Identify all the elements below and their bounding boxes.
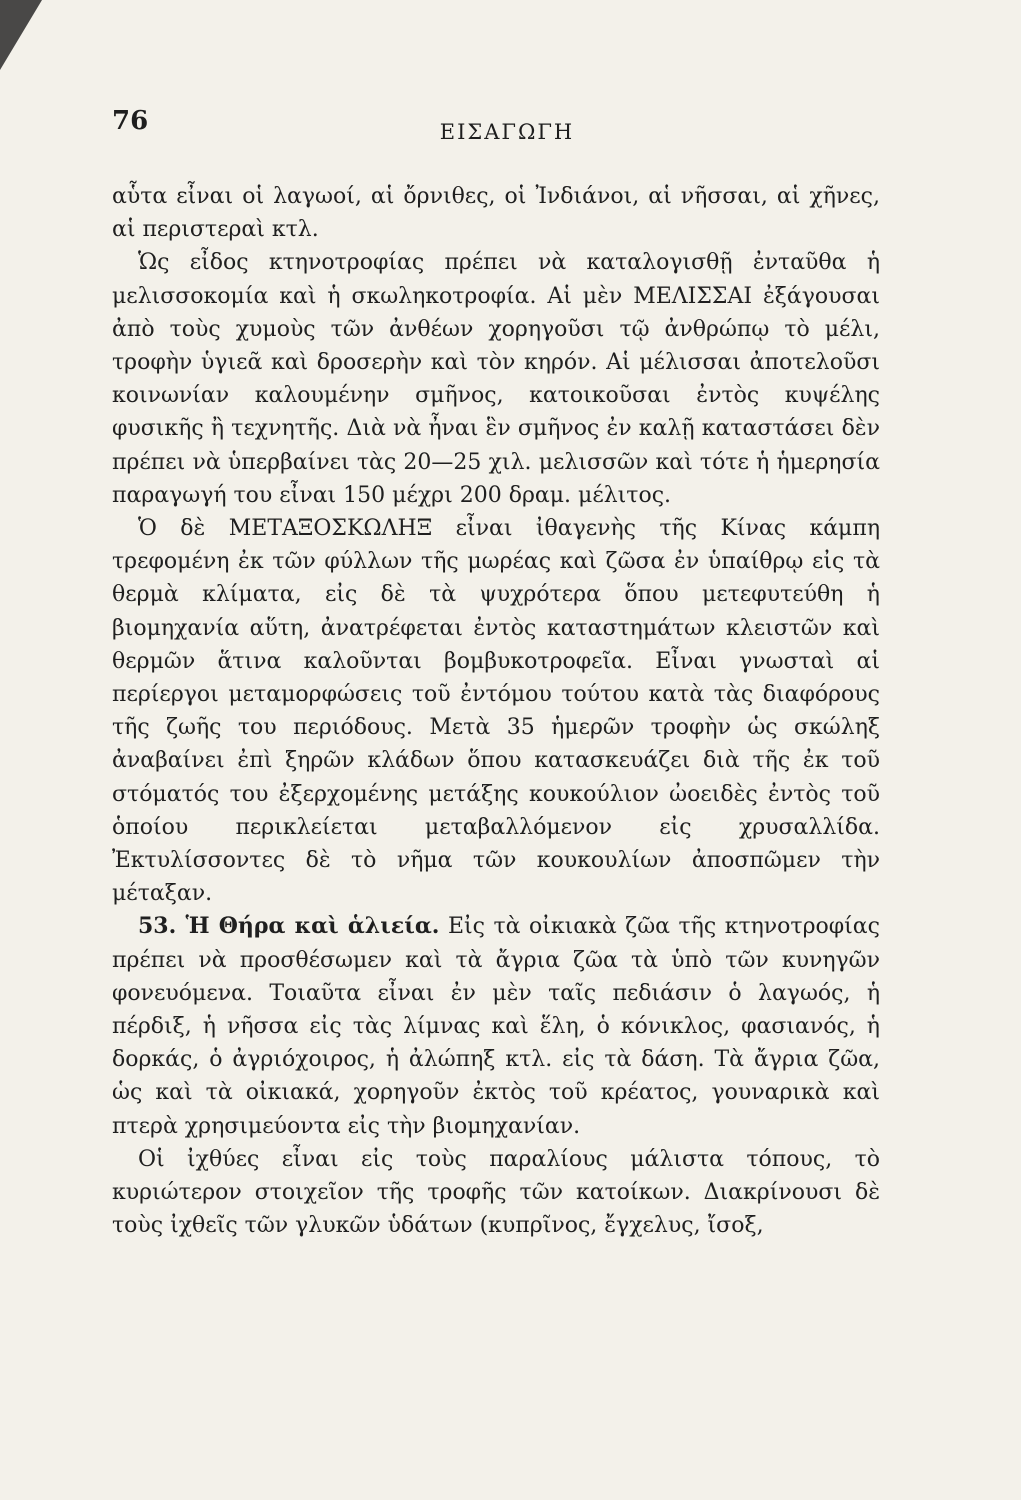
paragraph-silkworm: Ὁ δὲ ΜΕΤΑΞΟΣΚΩΛΗΞ εἶναι ἰθαγενὴς τῆς Κίνας κάμπη τρεφομένη ἐκ τῶν φύλλων τῆς μωρέας καὶ ζῶσα ἐν ὑπαίθρῳ εἰς τὰ θερμὰ κλίματα, εἰς δὲ τὰ ψυχρότερα ὅπου μετεφυτεύθη ἡ βιομηχανία αὕτη, ἀνατρέφεται ἐντὸς καταστημάτων κλειστῶν καὶ θερμῶν ἅτινα καλοῦνται βομβυκοτροφεῖα. Εἶναι γνωσταὶ αἱ περίεργοι μεταμορφώσεις τοῦ ἐντόμου τούτου κατὰ τὰς διαφόρους τῆς ζωῆς του περιόδους. Μετὰ 35 ἡμερῶν τροφὴν ὡς σκώληξ ἀναβαίνει ἐπὶ ξηρῶν κλάδων ὅπου κατασκευάζει διὰ τῆς ἐκ τοῦ στόματός του ἐξερχομένης μετάξης κουκούλιον ὠοειδὲς ἐντὸς τοῦ ὁποίου περικλείεται μεταβαλλόμενον εἰς χρυσαλλίδα. Ἐκτυλίσσοντες δὲ τὸ νῆμα τῶν κουκουλίων ἀποσπῶμεν τὴν μέταξαν.: [112, 516, 880, 907]
body-text: [112, 180, 880, 1243]
torn-page-corner: [0, 0, 42, 70]
paragraph-continuation: αὗτα εἶναι οἱ λαγωοί, αἱ ὄρνιθες, οἱ Ἰνδιάνοι, αἱ νῆσσαι, αἱ χῆνες, αἱ περιστεραὶ κτλ.: [112, 184, 880, 243]
section-text: Εἰς τὰ οἰκιακὰ ζῶα τῆς κτηνοτροφίας πρέπει νὰ προσθέσωμεν καὶ τὰ ἄγρια ζῶα τὰ ὑπὸ τῶν κυνηγῶν φονευόμενα. Τοιαῦτα εἶναι ἐν μὲν ταῖς πεδιάσιν ὁ λαγωός, ἡ πέρδιξ, ἡ νῆσσα εἰς τὰς λίμνας καὶ ἕλη, ὁ κόνικλος, φασιανός, ἡ δορκάς, ὁ ἀγριόχοιρος, ἡ ἀλώπηξ κτλ. εἰς τὰ δάση. Τὰ ἄγρια ζῶα, ὡς καὶ τὰ οἰκιακά, χορηγοῦν ἐκτὸς τοῦ κρέατος, γουναρικὰ καὶ πτερὰ χρησιμεύοντα εἰς τὴν βιομηχανίαν.: [112, 914, 880, 1139]
running-title: ΕΙΣΑΓΩΓΗ: [439, 120, 575, 144]
paragraph-hunting: [112, 910, 880, 1142]
paragraph-fish: Οἱ ἰχθύες εἶναι εἰς τοὺς παραλίους μάλιστα τόπους, τὸ κυριώτερον στοιχεῖον τῆς τροφῆς τῶν κατοίκων. Διακρίνουσι δὲ τοὺς ἰχθεῖς τῶν γλυκῶν ὑδάτων (κυπρῖνος, ἔγχελυς, ἴσοξ,: [112, 1146, 880, 1239]
section-heading: 53. Ἡ Θήρα καὶ ἁλιεία.: [138, 913, 440, 940]
page-header: [112, 106, 902, 146]
page-number: 76: [112, 106, 149, 136]
paragraph-beekeeping: Ὡς εἶδος κτηνοτροφίας πρέπει νὰ καταλογισθῇ ἐνταῦθα ἡ μελισσοκομία καὶ ἡ σκωληκοτροφία. Αἱ μὲν ΜΕΛΙΣΣΑΙ ἐξάγουσαι ἀπὸ τοὺς χυμοὺς τῶν ἀνθέων χορηγοῦσι τῷ ἀνθρώπῳ τὸ μέλι, τροφὴν ὑγιεᾶ καὶ δροσερὴν καὶ τὸν κηρόν. Αἱ μέλισσαι ἀποτελοῦσι κοινωνίαν καλουμένην σμῆνος, κατοικοῦσαι ἐντὸς κυψέλης φυσικῆς ἢ τεχνητῆς. Διὰ νὰ ἦναι ἓν σμῆνος ἐν καλῇ καταστάσει δὲν πρέπει νὰ ὑπερβαίνει τὰς 20—25 χιλ. μελισσῶν καὶ τότε ἡ ἡμερησία παραγωγή του εἶναι 150 μέχρι 200 δραμ. μέλιτος.: [112, 250, 880, 508]
